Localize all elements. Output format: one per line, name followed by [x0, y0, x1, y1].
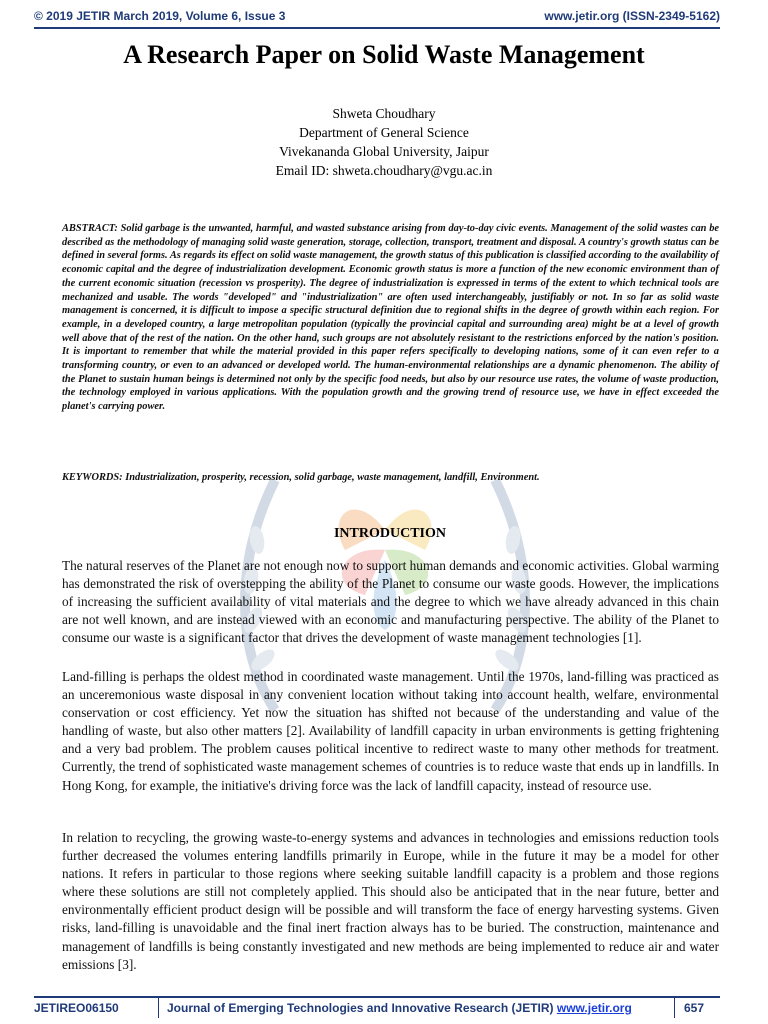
page-footer: [34, 996, 720, 1020]
footer-divider: [674, 998, 675, 1018]
paragraph: Land-filling is perhaps the oldest method in coordinated waste management. Until the 1970s, land-filling was practiced as an unceremonious waste disposal in any convenient location without taking into account health, welfare, environmental conservation or cost efficiency. Yet now the situation has shifted not because of the understanding and value of the handling of waste, but also other matters [2]. Availability of landfill capacity in urban environments is getting frightening and a very bad problem. The problem causes political incentive to redirect waste to many other methods for treatment. Currently, the trend of sophisticated waste management schemes of countries is to reduce waste that ends up in landfills. In Hong Kong, for example, the initiative's driving force was the lack of landfill capacity, instead of resource use.: [62, 669, 719, 793]
footer-journal-link[interactable]: www.jetir.org: [556, 1001, 632, 1015]
page-header: [0, 0, 768, 30]
footer-journal-name: Journal of Emerging Technologies and Innovative Research (JETIR): [167, 1001, 554, 1015]
footer-journal: [167, 1001, 632, 1015]
footer-article-code: JETIREO06150: [34, 1001, 119, 1015]
keywords: KEYWORDS: Industrialization, prosperity, recession, solid garbage, waste management, landfill, Environment.: [62, 472, 540, 483]
header-rule: [34, 27, 720, 29]
author-name: Shweta Choudhary: [332, 106, 436, 121]
section-heading-introduction: INTRODUCTION: [333, 526, 446, 541]
author-university: Vivekananda Global University, Jaipur: [279, 144, 489, 159]
paper-title: A Research Paper on Solid Waste Management: [123, 40, 645, 69]
abstract: ABSTRACT: Solid garbage is the unwanted, harmful, and wasted substance arising from day-to-day civic events. Management of the solid wastes can be described as the methodology of managing solid waste generation, storage, collection, transport, treatment and disposal. A country's growth status can be defined in several forms. As regards its effect on solid waste management, the growth status of this publication is classified according to the availability of economic capital and the degree of industrialization development. Economic growth status is more a function of the new economic environment than of the current economic situation (recession vs prosperity). The degree of industrialization is expressed in terms of the extent to which technical tools are mechanized and usable. The words "developed" and "industrialization" are often used interchangeably, justifiably or not. In so far as solid waste management is concerned, it is difficult to impose a specific structural definition due to regional shifts in the degree of growth within each region. For example, in a developed country, a large metropolitan population (typically the provincial capital and surrounding area) might be at a level of growth well above that of the rest of the nation. On the other hand, such groups are not absolutely resistant to the restrictions enforced by the nation's position. It is important to remember that while the material provided in this paper refers specifically to developing nations, some of it can even refer to a transforming country, or even to an advanced or developed world. The human-environmental relationships are a dynamic phenomenon. The ability of the Planet to sustain human beings is determined not only by the specific food needs, but also by our resource use rates, the volume of waste production, the technology employed in various applications. With the population growth and the growing trend of resource use, we have in effect exceeded the planet's carrying power.: [62, 223, 719, 413]
paragraph: The natural reserves of the Planet are not enough now to support human demands and economic activities. Global warming has demonstrated the risk of overstepping the ability of the Planet to consume our waste goods. However, the implications of increasing the sufficient availability of vital materials and the degree to which we have already advanced in this chain are not well known, and are instead viewed with an economic and manufacturing perspective. The ability of the Planet to consume our waste is a significant factor that drives the development of waste management technologies [1].: [62, 558, 719, 646]
footer-divider: [158, 998, 159, 1018]
author-department: Department of General Science: [299, 125, 469, 140]
author-block: [0, 104, 768, 180]
header-issue-info: © 2019 JETIR March 2019, Volume 6, Issue 3: [34, 9, 286, 23]
paragraph: In relation to recycling, the growing waste-to-energy systems and advances in technologies and emissions reduction tools further decreased the volumes entering landfills primarily in Europe, while in the future it may be a model for other nations. It refers in particular to those regions where seeking suitable landfill capacity is a problem and those regions where these solutions are still not completely applied. This should also be anticipated that in the near future, better and environmentally efficient product design will be possible and will transform the face of energy harvesting systems. Given risks, land-filling is unavoidable and the final inert fraction always has to be buried. The construction, maintenance and management of landfills is being constantly investigated and new methods are being implemented to reduce air and water emissions [3].: [62, 830, 719, 972]
page-number: 657: [684, 1001, 705, 1015]
header-issn: www.jetir.org (ISSN-2349-5162): [544, 9, 720, 23]
footer-rule: [34, 996, 720, 998]
author-email: Email ID: shweta.choudhary@vgu.ac.in: [275, 163, 493, 178]
